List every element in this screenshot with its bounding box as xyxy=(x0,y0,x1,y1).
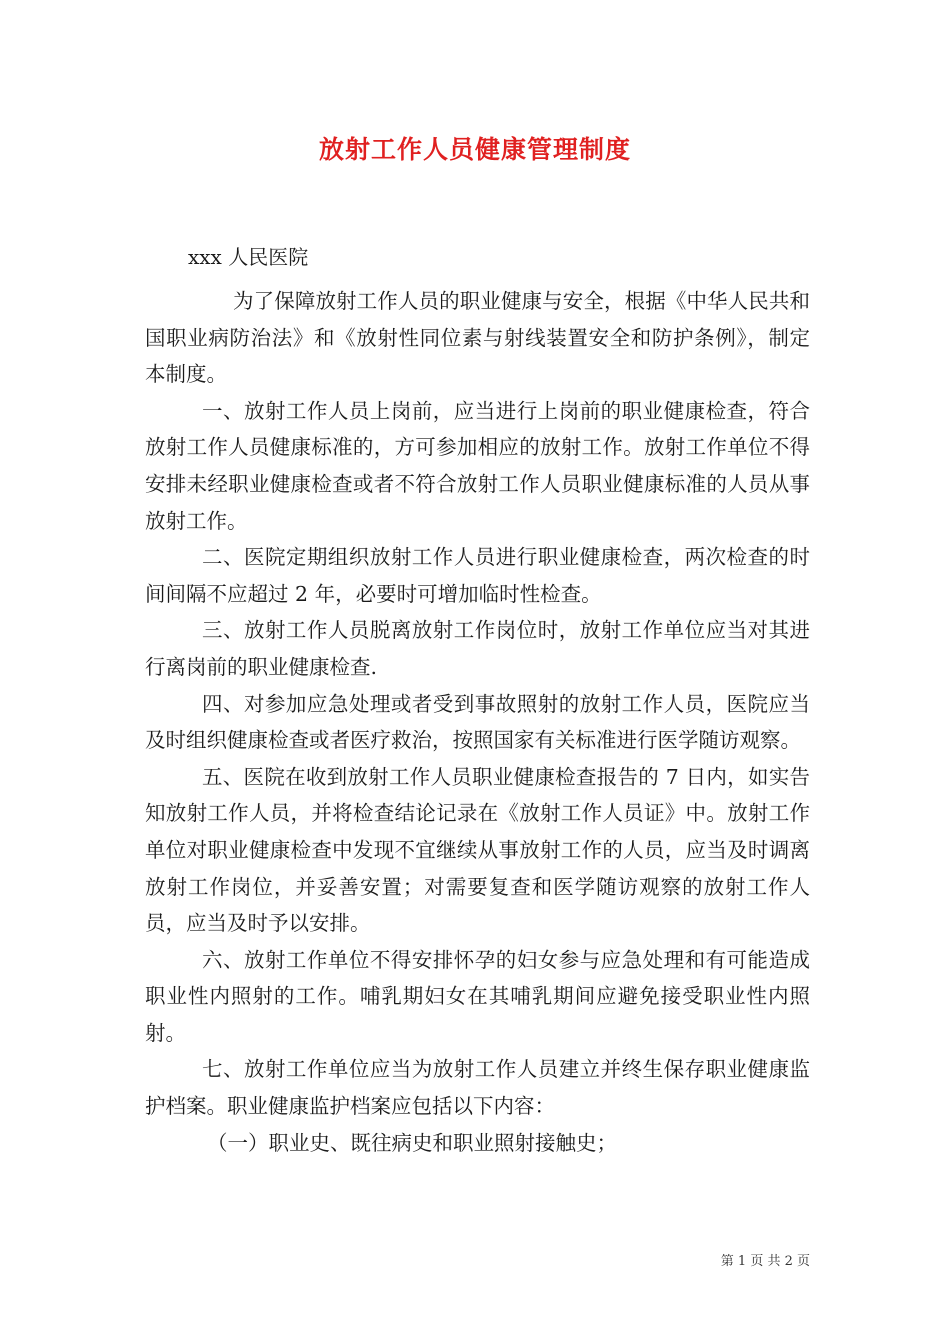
paragraph-article-5: 五、医院在收到放射工作人员职业健康检查报告的 7 日内，如实告知放射工作人员，并将检查结论记录在《放射工作人员证》中。放射工作单位对职业健康检查中发现不宜继续从事放射工作的人员，应当及时调离放射工作岗位，并妥善安置；对需要复查和医学随访观察的放射工作人员，应当及时予以安排。 xyxy=(145,764,810,936)
organization-name: xxx 人民医院 xyxy=(188,245,309,269)
paragraph-article-1: 一、放射工作人员上岗前，应当进行上岗前的职业健康检查，符合放射工作人员健康标准的，方可参加相应的放射工作。放射工作单位不得安排未经职业健康检查或者不符合放射工作人员职业健康标准的人员从事放射工作。 xyxy=(145,398,810,533)
paragraph-article-3: 三、放射工作人员脱离放射工作岗位时，放射工作单位应当对其进行离岗前的职业健康检查. xyxy=(145,618,810,679)
page-number-footer: 第 1 页 共 2 页 xyxy=(720,1254,810,1269)
paragraph-sub-item-1: （一）职业史、既往病史和职业照射接触史； xyxy=(207,1130,617,1155)
paragraph-preamble: 为了保障放射工作人员的职业健康与安全，根据《中华人民共和国职业病防治法》和《放射性同位素与射线装置安全和防护条例》，制定本制度。 xyxy=(145,289,810,387)
document-title: 放射工作人员健康管理制度 xyxy=(318,135,631,164)
paragraph-article-2: 二、医院定期组织放射工作人员进行职业健康检查，两次检查的时间间隔不应超过 2 年，必要时可增加临时性检查。 xyxy=(145,545,810,606)
document-body xyxy=(145,283,810,1161)
paragraph-article-7: 七、放射工作单位应当为放射工作人员建立并终生保存职业健康监护档案。职业健康监护档案应包括以下内容： xyxy=(145,1057,810,1119)
paragraph-article-4: 四、对参加应急处理或者受到事故照射的放射工作人员，医院应当及时组织健康检查或者医疗救治，按照国家有关标准进行医学随访观察。 xyxy=(145,691,810,753)
paragraph-article-6: 六、放射工作单位不得安排怀孕的妇女参与应急处理和有可能造成职业性内照射的工作。哺乳期妇女在其哺乳期间应避免接受职业性内照射。 xyxy=(145,947,810,1045)
